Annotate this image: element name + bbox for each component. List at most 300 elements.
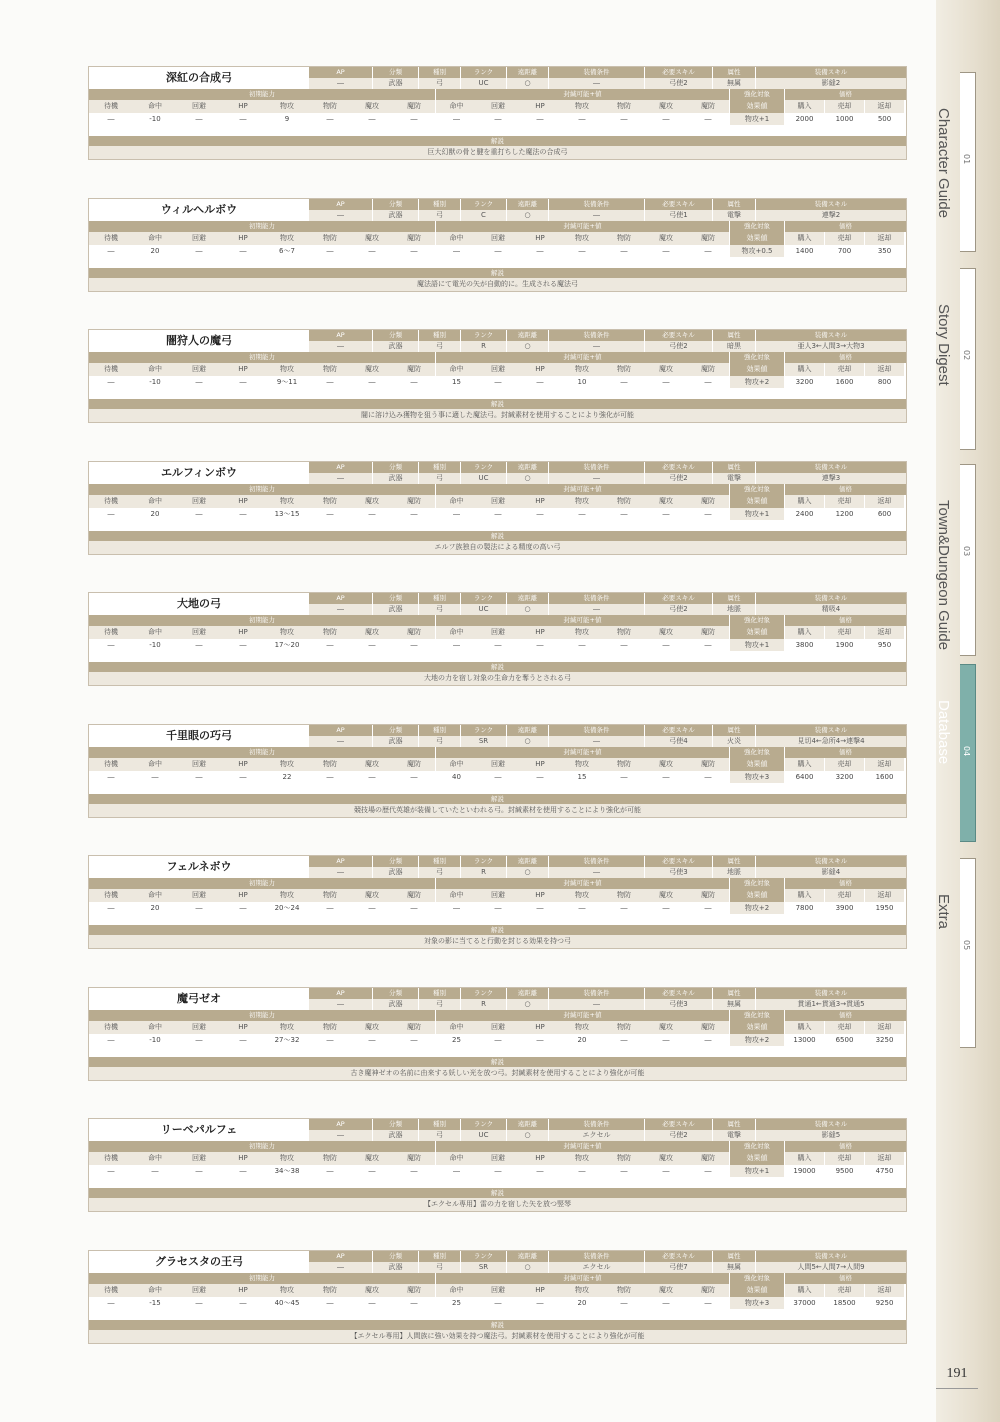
stat-header: 魔防 [687,363,729,376]
stat-header: HP [221,626,265,639]
chapter-tab[interactable] [960,858,976,1048]
info-value-row [309,999,906,1010]
stat-value: ― [477,1297,519,1309]
info-header: ランク [460,330,506,341]
stat-value: ― [519,1297,561,1309]
stat-header: 物防 [309,1152,351,1165]
info-header: AP [309,1119,372,1130]
stat-header: 回避 [177,626,221,639]
weapon-card [88,66,907,160]
stat-group-row [89,1273,906,1284]
weapon-card [88,592,907,686]
stat-header: 命中 [133,495,177,508]
info-value: 弓 [418,1262,460,1273]
initial-stats-label: 初期能力 [89,1273,435,1284]
info-header: ランク [460,462,506,473]
info-value: ― [309,78,372,89]
price-label: 価格 [784,352,906,363]
chapter-tab-label[interactable]: Town&Dungeon Guide [935,500,952,651]
info-value: 電撃 [712,210,755,221]
stat-value-row [89,1297,904,1309]
info-value: 武器 [372,1262,418,1273]
stat-value: 20～24 [265,902,309,914]
stat-value: ― [221,639,265,651]
info-header-row [309,1119,906,1130]
stat-header: 命中 [133,1152,177,1165]
price-value: 1600 [864,771,904,783]
info-header: 必要スキル [644,856,712,867]
chapter-tab-number: 03 [962,546,971,557]
stat-header: 待機 [89,1021,133,1034]
chapter-tab-number: 01 [962,154,971,165]
weapon-name: グラセスタの王弓 [89,1251,310,1273]
stat-header: HP [221,495,265,508]
stat-value: 40～45 [265,1297,309,1309]
stat-header-row [89,758,904,771]
enhance-target-label: 強化対象 [729,484,784,495]
stat-header: 魔防 [687,626,729,639]
chapter-tab-label[interactable]: Character Guide [935,108,952,219]
info-header: 装備条件 [548,199,644,210]
price-value: 350 [864,245,904,257]
info-header: AP [309,725,372,736]
info-header: ランク [460,856,506,867]
chapter-tab-label[interactable]: Story Digest [935,304,952,386]
stat-value: ― [519,245,561,257]
seal-stats-label: 封緘可能+値 [435,615,729,626]
stat-header: 魔防 [687,889,729,902]
info-value: ― [309,867,372,878]
stat-value: ― [351,1034,393,1046]
price-label: 価格 [784,1273,906,1284]
stat-value: ― [519,1165,561,1177]
stat-header: 物防 [309,889,351,902]
stat-header: 物攻 [265,232,309,245]
chapter-tab[interactable] [960,464,976,656]
price-value: 500 [864,113,904,125]
stat-value: ― [393,639,435,651]
stat-header: 回避 [177,232,221,245]
weapon-card [88,987,907,1081]
stat-value-row [89,902,904,914]
price-value: 7800 [784,902,824,914]
effect-label: 効果値 [729,889,784,902]
weapon-description: 闇に溶け込み獲物を狙う事に適した魔法弓。封緘素材を使用することにより強化が可能 [89,409,906,422]
stat-header: 魔攻 [645,1284,687,1297]
stat-value: ― [309,639,351,651]
info-value: ― [548,78,644,89]
info-value: 影縫2 [755,78,906,89]
info-value: ― [548,736,644,747]
info-header: 遠距離 [506,67,548,78]
info-header: 遠距離 [506,725,548,736]
stat-value: ― [177,1034,221,1046]
info-value-row [309,473,906,484]
info-value: ― [309,473,372,484]
price-header: 売却 [824,495,864,508]
initial-stats-label: 初期能力 [89,484,435,495]
stat-value: ― [351,1297,393,1309]
stat-value: ― [477,1034,519,1046]
info-header: 分類 [372,199,418,210]
info-header: 種別 [418,462,460,473]
initial-stats-label: 初期能力 [89,89,435,100]
stat-value: ― [351,508,393,520]
price-value: 13000 [784,1034,824,1046]
info-value: ― [309,1262,372,1273]
info-value: 地脈 [712,604,755,615]
stat-group-row [89,89,906,100]
info-value: 影縫4 [755,867,906,878]
stat-header: 物防 [309,232,351,245]
stat-header: HP [519,626,561,639]
effect-value: 物攻+2 [729,376,784,388]
commentary-label: 解説 [89,1188,906,1198]
stat-value: ― [133,1165,177,1177]
price-header: 売却 [824,626,864,639]
info-header: AP [309,856,372,867]
info-value: ○ [506,736,548,747]
stat-header: 魔攻 [645,889,687,902]
price-header: 売却 [824,100,864,113]
info-value: UC [460,78,506,89]
stat-value: ― [645,245,687,257]
seal-stats-label: 封緘可能+値 [435,878,729,889]
info-value: 精吸4 [755,604,906,615]
info-header: 装備スキル [755,725,906,736]
stat-header: 魔防 [687,758,729,771]
stat-value: ― [645,376,687,388]
info-value: 弓 [418,1130,460,1141]
stat-header: 回避 [477,1021,519,1034]
weapon-name: 魔弓ゼオ [89,988,310,1010]
effect-label: 効果値 [729,363,784,376]
info-value: ― [309,210,372,221]
info-header: ランク [460,593,506,604]
stat-value: ― [561,113,603,125]
info-value: 武器 [372,999,418,1010]
stat-value: ― [477,639,519,651]
info-header-row [309,462,906,473]
effect-label: 効果値 [729,495,784,508]
stat-header: 物防 [309,100,351,113]
info-value: 武器 [372,604,418,615]
commentary-label: 解説 [89,399,906,409]
price-value: 3250 [864,1034,904,1046]
price-header: 購入 [784,626,824,639]
stat-header: 魔防 [393,363,435,376]
stat-value: ― [351,639,393,651]
info-value: 亜人3←人間3→大物3 [755,341,906,352]
stat-header: 魔防 [393,1284,435,1297]
stat-header: HP [519,100,561,113]
weapon-card [88,461,907,555]
info-value: ○ [506,867,548,878]
info-header: 種別 [418,330,460,341]
stat-value: ― [393,1165,435,1177]
commentary-label: 解説 [89,531,906,541]
stat-header: 魔攻 [645,100,687,113]
info-header: AP [309,593,372,604]
commentary-label: 解説 [89,268,906,278]
stat-header: HP [519,758,561,771]
stat-value: ― [603,376,645,388]
stat-value: 20 [133,245,177,257]
stat-header: 魔攻 [351,626,393,639]
price-header: 購入 [784,1284,824,1297]
stat-header: 物攻 [265,626,309,639]
price-header: 返却 [864,626,904,639]
price-value: 4750 [864,1165,904,1177]
stat-value: ― [221,771,265,783]
stat-header: 待機 [89,363,133,376]
info-header: 分類 [372,462,418,473]
effect-value: 物攻+1 [729,113,784,125]
stat-header: HP [519,1152,561,1165]
weapon-description: 対象の影に当てると行動を封じる効果を持つ弓 [89,935,906,948]
info-header-row [309,856,906,867]
info-header: 属性 [712,1251,755,1262]
stat-header: 命中 [133,1284,177,1297]
info-value: C [460,210,506,221]
info-value: ○ [506,341,548,352]
stat-value: ― [603,508,645,520]
enhance-target-label: 強化対象 [729,1273,784,1284]
info-value: ― [548,604,644,615]
price-header: 売却 [824,1021,864,1034]
stat-value: ― [309,902,351,914]
info-value: 弓 [418,736,460,747]
price-header: 購入 [784,758,824,771]
info-header: 種別 [418,725,460,736]
stat-header: 回避 [177,1021,221,1034]
stat-value: ― [477,771,519,783]
info-header: 分類 [372,1251,418,1262]
stat-value: ― [351,1165,393,1177]
stat-value: ― [645,1297,687,1309]
weapon-name: エルフィンボウ [89,462,310,484]
stat-value: ― [221,508,265,520]
stat-header: 物攻 [265,100,309,113]
info-header: 装備条件 [548,1119,644,1130]
info-header: ランク [460,1251,506,1262]
stat-header: 回避 [477,758,519,771]
stat-value: 20 [561,1034,603,1046]
enhance-target-label: 強化対象 [729,89,784,100]
info-value: 無属 [712,1262,755,1273]
stat-header-row [89,495,904,508]
stat-header: 魔攻 [351,363,393,376]
stat-value: ― [687,113,729,125]
price-value: 1900 [824,639,864,651]
info-value: 影縫5 [755,1130,906,1141]
stat-header: 回避 [477,100,519,113]
stat-header: 物攻 [561,232,603,245]
info-header: 属性 [712,1119,755,1130]
stat-header: 回避 [177,363,221,376]
info-header: 装備条件 [548,988,644,999]
info-header: ランク [460,725,506,736]
stat-value: ― [645,639,687,651]
info-header: 属性 [712,988,755,999]
stat-group-row [89,352,906,363]
stat-value: ― [687,376,729,388]
info-value-row [309,1130,906,1141]
info-header: 遠距離 [506,462,548,473]
stat-value: ― [645,771,687,783]
stat-header: 命中 [435,758,477,771]
stat-header: 命中 [133,889,177,902]
info-header: 装備スキル [755,67,906,78]
stat-value: -10 [133,639,177,651]
stat-header: 物防 [603,100,645,113]
stat-header-row [89,1021,904,1034]
price-value: 37000 [784,1297,824,1309]
seal-stats-label: 封緘可能+値 [435,1273,729,1284]
info-value: 武器 [372,210,418,221]
stat-value: ― [687,508,729,520]
stat-value: 15 [561,771,603,783]
stat-value: ― [221,376,265,388]
stat-value: ― [393,508,435,520]
stat-header: 回避 [177,495,221,508]
stat-header: HP [519,232,561,245]
info-value: 弓使2 [644,78,712,89]
stat-group-row [89,1010,906,1021]
stat-value: ― [177,508,221,520]
info-value: UC [460,604,506,615]
stat-header: 魔防 [687,495,729,508]
price-header: 購入 [784,1021,824,1034]
info-value: ― [548,341,644,352]
commentary-label: 解説 [89,794,906,804]
info-value: 弓使4 [644,736,712,747]
price-header: 売却 [824,232,864,245]
stat-header: 物防 [309,758,351,771]
stat-header: 命中 [435,889,477,902]
info-header: 遠距離 [506,330,548,341]
info-header: 種別 [418,593,460,604]
price-header: 返却 [864,758,904,771]
stat-value: ― [351,245,393,257]
info-value: 弓 [418,999,460,1010]
stat-header: 魔攻 [351,1152,393,1165]
stat-header: 物防 [603,495,645,508]
stat-value: ― [221,1165,265,1177]
price-value: 600 [864,508,904,520]
price-label: 価格 [784,89,906,100]
stat-header-row [89,100,904,113]
info-header: 装備条件 [548,725,644,736]
effect-value: 物攻+3 [729,1297,784,1309]
commentary-label: 解説 [89,925,906,935]
seal-stats-label: 封緘可能+値 [435,1141,729,1152]
stat-value: ― [351,771,393,783]
info-value: UC [460,473,506,484]
price-value: 3900 [824,902,864,914]
info-value: 電撃 [712,473,755,484]
stat-value: ― [309,508,351,520]
price-value: 19000 [784,1165,824,1177]
stat-header: HP [519,1021,561,1034]
weapon-description: 競技場の歴代英雄が装備していたといわれる弓。封緘素材を使用することにより強化が可能 [89,804,906,817]
stat-header: 物防 [309,495,351,508]
initial-stats-label: 初期能力 [89,878,435,889]
stat-value: ― [435,113,477,125]
info-value: 弓使2 [644,473,712,484]
stat-header: 命中 [435,1284,477,1297]
price-value: 1000 [824,113,864,125]
weapon-card [88,855,907,949]
info-value: ○ [506,1130,548,1141]
weapon-name: 大地の弓 [89,593,310,615]
enhance-target-label: 強化対象 [729,878,784,889]
info-value: 人間5←人間7→人間9 [755,1262,906,1273]
info-header: AP [309,988,372,999]
info-header: ランク [460,1119,506,1130]
stat-value: 25 [435,1034,477,1046]
stat-group-row [89,615,906,626]
chapter-tab-label[interactable]: Database [935,700,952,765]
price-label: 価格 [784,484,906,495]
stat-value: ― [519,1034,561,1046]
stat-value: ― [645,113,687,125]
stat-value: ― [309,1034,351,1046]
stat-value: ― [477,508,519,520]
info-header-row [309,988,906,999]
chapter-tab-number: 04 [962,746,971,757]
stat-header: 魔防 [393,889,435,902]
stat-header: 回避 [477,232,519,245]
stat-header: 物攻 [265,1284,309,1297]
stat-value: ― [603,639,645,651]
info-header: 必要スキル [644,330,712,341]
info-value-row [309,341,906,352]
price-value: 1200 [824,508,864,520]
price-header: 返却 [864,1152,904,1165]
stat-header: HP [519,889,561,902]
stat-header: 魔攻 [645,758,687,771]
stat-value: 17～20 [265,639,309,651]
stat-header: HP [221,1021,265,1034]
effect-label: 効果値 [729,232,784,245]
stat-header: HP [221,232,265,245]
info-header: ランク [460,199,506,210]
chapter-tab-label[interactable]: Extra [935,894,952,930]
effect-value: 物攻+2 [729,902,784,914]
stat-header: 命中 [435,495,477,508]
info-value: ― [548,210,644,221]
stat-header: 物攻 [265,1152,309,1165]
info-header: ランク [460,988,506,999]
price-header: 返却 [864,889,904,902]
stat-value: ― [177,113,221,125]
info-header: AP [309,199,372,210]
price-label: 価格 [784,747,906,758]
stat-header: 物攻 [561,363,603,376]
initial-stats-label: 初期能力 [89,747,435,758]
stat-value: ― [477,113,519,125]
price-value: 1600 [824,376,864,388]
stat-header: HP [519,1284,561,1297]
price-header: 売却 [824,889,864,902]
stat-header: 物攻 [561,100,603,113]
stat-header: 物攻 [265,1021,309,1034]
stat-value: ― [89,1034,133,1046]
stat-value: ― [603,113,645,125]
stat-value: ― [393,902,435,914]
info-header: 属性 [712,593,755,604]
